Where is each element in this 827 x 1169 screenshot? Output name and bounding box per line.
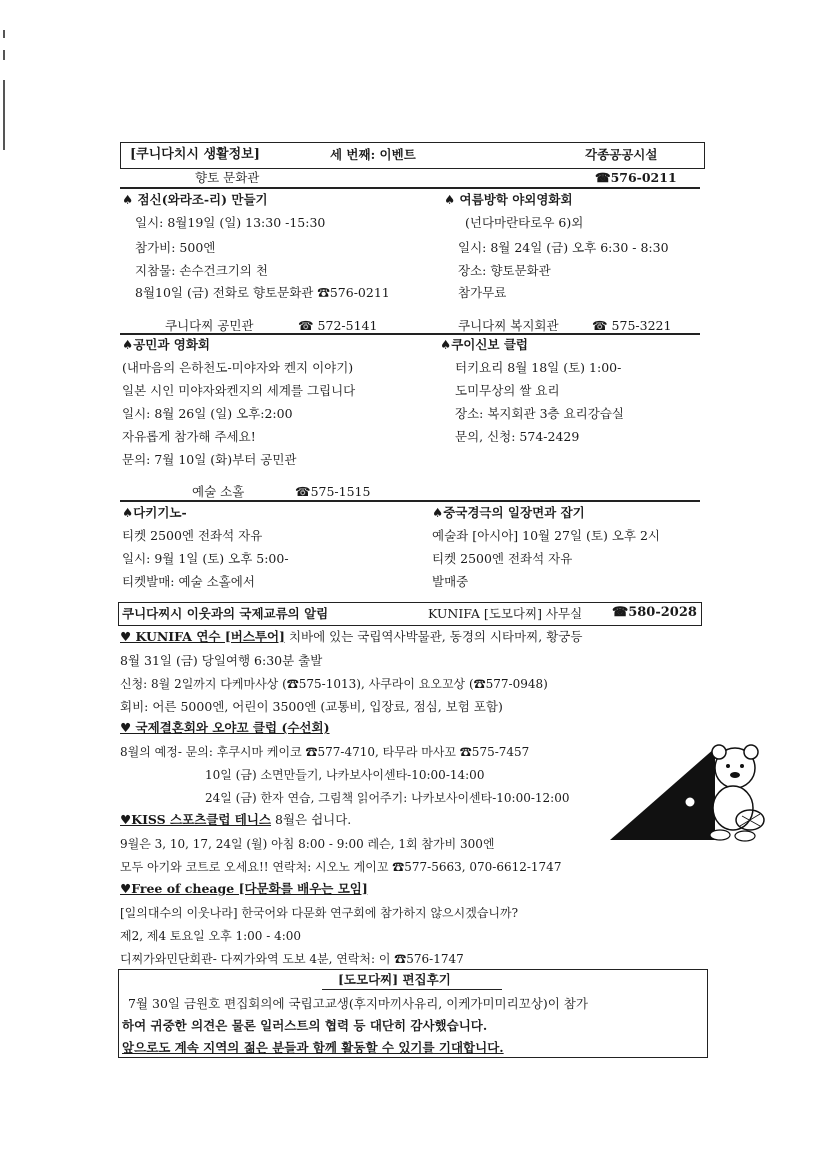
block1-line: 참가비: 500엔	[135, 240, 216, 255]
scan-mark	[3, 30, 5, 38]
block4-title: ♠쿠이신보 클럽	[440, 337, 529, 352]
venue3-phone: ☎ 575-3221	[592, 318, 672, 333]
block2-line: 장소: 향토문화관	[458, 263, 551, 278]
block6-line: 발매중	[432, 574, 469, 589]
kunifa-line: 8월 31일 (금) 당일여행 6:30분 출발	[120, 653, 323, 668]
kunifa-heading-rest: 치바에 있는 국립역사박물관, 동경의 시타마찌, 황궁등	[284, 629, 583, 644]
kiss-line: 9월은 3, 10, 17, 24일 (월) 아침 8:00 - 9:00 레슨, 1회 참가비 300엔	[120, 837, 495, 851]
notice-org: KUNIFA [도모다찌] 사무실	[428, 606, 583, 621]
notice-phone: ☎580-2028	[612, 605, 697, 620]
venue2-phone: ☎ 572-5141	[298, 318, 378, 333]
block2-line: 참가무료	[458, 285, 507, 300]
block4-line: 도미무상의 쌀 요리	[455, 383, 560, 398]
kunifa-heading: ♥ KUNIFA 연수 [버스투어]	[120, 629, 285, 644]
kunifa-line: 회비: 어른 5000엔, 어린이 3500엔 (교통비, 입장료, 점심, 보험 포함)	[120, 699, 503, 714]
block2-line: (넌다마란타로우 6)외	[465, 215, 584, 230]
block4-line: 터키요리 8월 18일 (토) 1:00-	[455, 360, 622, 375]
venue3-name: 쿠니다찌 복지회관	[458, 318, 559, 333]
block2-line: 일시: 8월 24일 (금) 오후 6:30 - 8:30	[458, 240, 669, 255]
block4-line: 장소: 복지회관 3층 요리강습실	[455, 406, 624, 421]
venue-name: 향토 문화관	[195, 170, 260, 185]
marriage-heading: ♥ 국제결혼회와 오야꼬 클럽 (수선회)	[120, 720, 330, 735]
kiss-heading-rest: 8월은 쉽니다.	[271, 812, 352, 827]
tennis-ball	[686, 798, 694, 806]
block5-line: 일시: 9월 1일 (토) 오후 5:00-	[122, 551, 289, 566]
marriage-line: 24일 (금) 한자 연습, 그림책 읽어주기: 나카보사이센타-10:00-12:00	[205, 791, 570, 805]
bear-eye	[740, 764, 744, 768]
block3-line: 일본 시인 미야자와켄지의 세계를 그립니다	[122, 383, 356, 398]
divider	[120, 187, 700, 189]
court-triangle	[610, 748, 715, 840]
block3-line: 일시: 8월 26일 (일) 오후:2:00	[122, 406, 293, 421]
kiss-heading: ♥KISS 스포츠클럽 테니스	[120, 812, 272, 827]
kunifa-heading-line	[120, 629, 582, 645]
divider	[120, 333, 700, 335]
block3-title: ♠공민과 영화회	[122, 337, 211, 352]
block2-title: ♠ 여름방학 야외영화회	[444, 192, 573, 207]
block1-line: 8월10일 (금) 전화로 향토문화관 ☎576-0211	[135, 285, 390, 300]
block6-line: 티켓 2500엔 전좌석 자유	[432, 551, 573, 566]
header-category: 각종공공시설	[585, 147, 658, 162]
bear-ear	[744, 745, 758, 759]
venue4-name: 예술 소홀	[192, 484, 245, 499]
afterword-line: 7월 30일 금원호 편집회의에 국립고교생(후지마끼사유리, 이케가미미리꼬상)이 참가	[128, 996, 588, 1011]
block4-line: 문의, 신청: 574-2429	[455, 429, 580, 444]
venue4-phone: ☎575-1515	[295, 484, 371, 499]
afterword-line: 하여 귀중한 의견은 물론 일러스트의 협력 등 대단히 감사했습니다.	[122, 1018, 488, 1033]
block3-line: 자유롭게 참가해 주세요!	[122, 429, 256, 444]
venue-phone: ☎576-0211	[595, 170, 677, 185]
afterword-title: [도모다찌] 편집후기	[338, 972, 451, 987]
bear-body	[713, 786, 753, 830]
block5-line: 티켓 2500엔 전좌석 자유	[122, 528, 263, 543]
venue2-name: 쿠니다찌 공민관	[165, 318, 254, 333]
block3-line: 문의: 7월 10일 (화)부터 공민관	[122, 452, 297, 467]
marriage-line: 8월의 예정- 문의: 후쿠시마 케이코 ☎577-4710, 타무라 마사꼬 ☎575-7457	[120, 745, 530, 759]
block6-title: ♠중국경극의 일장면과 잡기	[432, 505, 585, 520]
divider	[120, 500, 700, 502]
scan-mark	[3, 50, 5, 60]
free-heading: ♥Free of cheage [다문화를 배우는 모임]	[120, 881, 368, 896]
free-line: [일의대수의 이웃나라] 한국어와 다문화 연구회에 참가하지 않으시겠습니까?	[120, 906, 519, 920]
block1-line: 지참물: 손수건크기의 천	[135, 263, 268, 278]
block3-line: (내마음의 은하천도-미야자와 켄지 이야기)	[122, 360, 354, 375]
free-line: 제2, 제4 토요일 오후 1:00 - 4:00	[120, 929, 302, 943]
scan-mark	[3, 80, 5, 150]
bear-foot	[710, 830, 730, 840]
bear-foot	[735, 831, 755, 841]
notice-title: 쿠니다찌시 이웃과의 국제교류의 알림	[122, 606, 329, 621]
block1-title: ♠ 점신(와라조-리) 만들기	[122, 192, 268, 207]
bear-eye	[726, 764, 730, 768]
kiss-line: 모두 아기와 코트로 오세요!! 연락처: 시오노 게이꼬 ☎577-5663, 070-6612-1747	[120, 860, 562, 874]
bear-nose	[730, 772, 740, 778]
block6-line: 예술좌 [아시아] 10월 27일 (토) 오후 2시	[432, 528, 661, 543]
header-title: [쿠니다치시 생활정보]	[130, 147, 260, 162]
block5-line: 티켓발매: 예술 소홀에서	[122, 574, 255, 589]
block5-title: ♠다키기노-	[122, 505, 187, 520]
free-line: 디찌가와민단회관- 다찌가와역 도보 4분, 연락처: 이 ☎576-1747	[120, 952, 464, 966]
afterword-line: 앞으로도 계속 지역의 젊은 분들과 함께 활동할 수 있기를 기대합니다.	[122, 1040, 504, 1055]
block1-line: 일시: 8월19일 (일) 13:30 -15:30	[135, 215, 326, 230]
marriage-line: 10일 (금) 소면만들기, 나카보사이센타-10:00-14:00	[205, 768, 485, 782]
kunifa-line: 신청: 8월 2일까지 다케마사상 (☎575-1013), 사쿠라이 요오꼬상 (☎577-0948)	[120, 677, 548, 691]
bear-ear	[712, 745, 726, 759]
afterword-title-rule	[322, 989, 502, 990]
bear-tennis-illustration	[610, 740, 770, 845]
kiss-heading-line	[120, 812, 351, 828]
header-section: 세 번째: 이벤트	[330, 147, 416, 162]
